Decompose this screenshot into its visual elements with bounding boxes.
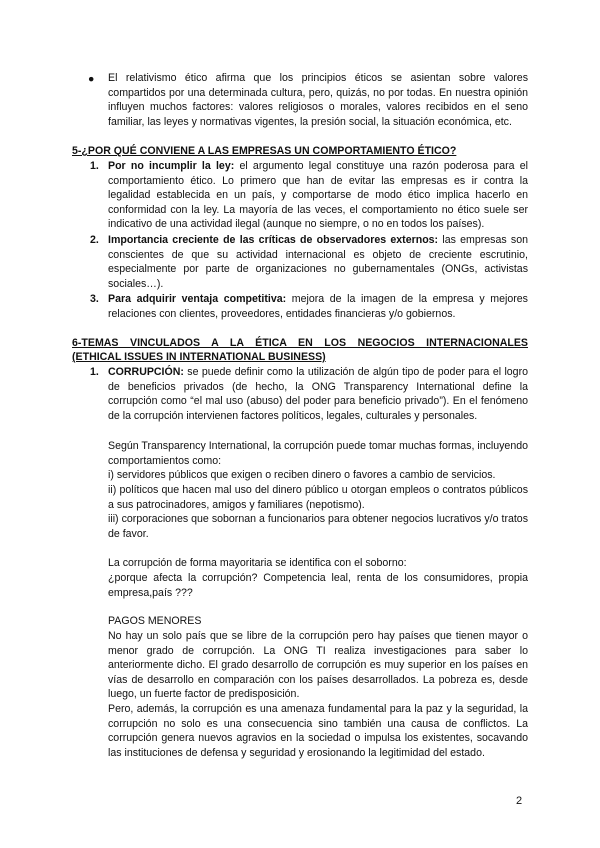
list-number: 1. [90, 160, 99, 172]
list-item-title: CORRUPCIÓN: [108, 366, 184, 378]
list-item-reason-3 [108, 292, 528, 321]
list-number: 3. [90, 293, 99, 305]
list-number: 2. [90, 234, 99, 246]
paragraph-soborno: La corrupción de forma mayoritaria se identifica con el soborno: [108, 557, 407, 569]
paragraph-ti-intro: Según Transparency International, la corrupción puede tomar muchas formas, incluyendo comportamientos como: [108, 440, 528, 467]
list-item-title: Para adquirir ventaja competitiva: [108, 293, 287, 305]
paragraph-relativismo: El relativismo ético afirma que los principios éticos se asientan sobre valores compartidos por una determinada cultura, pero, quizás, no por todas. En nuestra opinión influyen muchos factores: valores religiosos o morales, valores recibidos en el seno familiar, las leyes y normativas vigentes, la presión social, la situación económica, etc. [108, 72, 528, 128]
corruption-form-3: iii) corporaciones que sobornan a funcionarios para obtener negocios lucrativos y/o tratos de favor. [108, 513, 528, 540]
list-item-title: Importancia creciente de las críticas de observadores externos: [108, 234, 439, 246]
paragraph-pagos-menores: No hay un solo país que se libre de la corrupción pero hay países que tienen mayor o menor grado de corrupción. La ONG TI realiza investigaciones para saber lo anteriormente dicho. El grado desarrollo de corrupción es muy superior en los países en vías de desarrollo en comparación con los países desarrollados. La pobreza es, desde luego, un fuerte factor de predisposición. [108, 630, 528, 701]
list-item-text: se puede definir como la utilización de algún tipo de poder para el logro de beneficios privados (de hecho, la ONG Transparency International define la corrupción como “el mal uso (abuso) del poder para beneficio privado”). En el fenómeno de la corrupción intervienen factores políticos, legales, culturales y personales. [108, 366, 528, 422]
section-heading-6-subtitle: (ETHICAL ISSUES IN INTERNATIONAL BUSINESS) [72, 351, 326, 363]
paragraph-pero: Pero, además, la corrupción es una amenaza fundamental para la paz y la seguridad, la corrupción no solo es una consecuencia sino también una causa de conflictos. La corrupción genera nuevos agravios en la sociedad o impulsa los existentes, socavando las instituciones de defensa y seguridad y erosionando la legitimidad del estado. [108, 703, 528, 759]
bullet-icon: ● [88, 73, 95, 85]
section-heading-5: 5-¿POR QUÉ CONVIENE A LAS EMPRESAS UN COMPORTAMIENTO ÉTICO? [72, 145, 457, 157]
list-number: 1. [90, 366, 99, 378]
list-item-text: el argumento legal constituye una razón poderosa para el comportamiento ético. Lo primero que han de evitar las empresas es ir contra la legalidad establecida en un país, y comportarse de modo ético implica hacerlo en conformidad con la ley. La mayoría de las veces, el comportamiento no ético suele ser indicativo de una actividad ilegal (aunque no siempre, o no en todos los países). [108, 160, 528, 231]
list-item-corrupcion [108, 365, 528, 423]
corruption-form-1: i) servidores públicos que exigen o reciben dinero o favores a cambio de servicios. [108, 469, 496, 481]
list-item-text: mejora de la imagen de la empresa y mejores relaciones con clientes, proveedores, entidades financieras y/o gobiernos. [108, 293, 528, 320]
subheading-pagos-menores: PAGOS MENORES [108, 615, 202, 627]
list-item-reason-2 [108, 233, 528, 291]
list-item-reason-1 [108, 159, 528, 232]
list-item-text: las empresas son conscientes de que su actividad internacional es objeto de creciente escrutinio, especialmente por parte de organizaciones no gubernamentales (ONGs, activistas sociales…). [108, 234, 528, 290]
page-number: 2 [516, 795, 523, 807]
list-item-title: Por no incumplir la ley: [108, 160, 235, 172]
section-heading-6: 6-TEMAS VINCULADOS A LA ÉTICA EN LOS NEGOCIOS INTERNACIONALES [72, 337, 528, 349]
corruption-form-2: ii) políticos que hacen mal uso del dinero público u otorgan empleos o contratos públicos a sus patrocinadores, amigos y familiares (nepotismo). [108, 484, 528, 511]
paragraph-question: ¿porque afecta la corrupción? Competencia leal, renta de los consumidores, propia empresa,país ??? [108, 572, 528, 599]
